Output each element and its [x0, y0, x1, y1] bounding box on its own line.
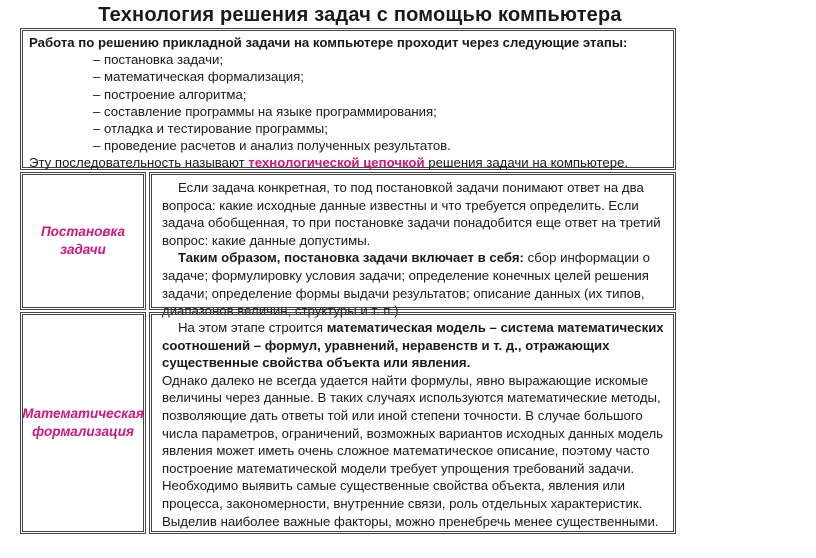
bold-definition: математическая модель – система математических соотношений – формул, уравнений, неравенств и т. д., отражающих существенные свойства объекта или явления. [162, 320, 664, 371]
paragraph: Однако далеко не всегда удается найти формулы, явно выражающие искомые величины через данные. В таких случаях используются математические методы, позволяющие дать ответы той или иной степени точности. В случае большого числа параметров, ограничений, возможных вариантов исходных данных модель явления может иметь очень сложное математическое описание, поэтому часто построение математической модели требует упрощения требований задачи. Необходимо выявить самые существенные свойства объекта, явления или процесса, закономерности, внутренние связи, роль отдельных характеристик. Выделив наиболее важные факторы, можно пренебречь менее существенными. [162, 372, 664, 529]
list-item: – проведение расчетов и анализ полученных результатов. [93, 137, 667, 154]
row-content [149, 312, 676, 534]
row-label: Математическая формализация [20, 312, 146, 534]
page-title: Технология решения задач с помощью компьютера [98, 4, 622, 26]
row-label: Постановка задачи [20, 172, 146, 310]
bold-lead: Таким образом, постановка задачи включает в себя: [178, 250, 524, 266]
chain-after: решения задачи на компьютере. [424, 155, 629, 171]
chain-sentence [29, 154, 667, 171]
stages-list [29, 51, 667, 154]
list-item: – составление программы на языке программирования; [93, 103, 667, 120]
chain-highlight: технологической цепочкой [248, 155, 425, 171]
list-item: – постановка задачи; [93, 51, 667, 68]
paragraph-start: На этом этапе строится [178, 320, 327, 335]
content-frame [20, 28, 676, 534]
list-item: – отладка и тестирование программы; [93, 120, 667, 137]
intro-box [20, 28, 676, 170]
row-content [149, 172, 676, 319]
paragraph [162, 319, 665, 372]
row-problem-statement [20, 172, 676, 319]
list-item: – математическая формализация; [93, 68, 667, 85]
paragraph: Если задача конкретная, то под постановкой задачи понимают ответ на два вопроса: какие исходные данные известны и что требуется определить. Если задача обобщенная, то при постановке задачи понадобится еще ответ на третий вопрос: какие данные допустимы. [162, 180, 661, 248]
intro-lead: Работа по решению прикладной задачи на компьютере проходит через следующие этапы: [29, 35, 628, 50]
paragraph [162, 249, 665, 319]
row-math-formalization [20, 312, 676, 534]
chain-before: Эту последовательность называют [29, 155, 249, 171]
paragraph-rest: сбор информации о задаче; формулировку условия задачи; определение конечных целей решения задачи; определение формы выдачи результатов; описание данных (их типов, диапазонов величин, структуры и т. п.) [162, 250, 650, 319]
list-item: – построение алгоритма; [93, 86, 667, 103]
